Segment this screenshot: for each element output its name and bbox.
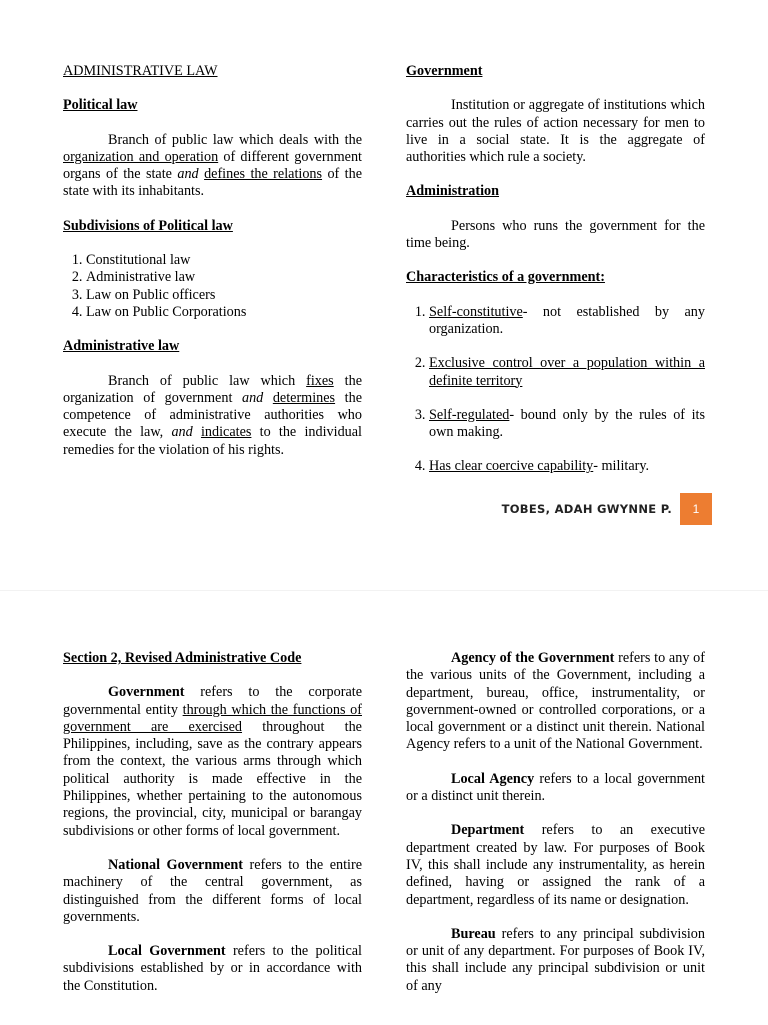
subdivision-item: 2. Administrative law: [86, 269, 362, 286]
page-number-badge: 1: [680, 493, 712, 525]
characteristic-item: 3. Self-regulated- bound only by the rules of its own making.: [429, 407, 705, 442]
characteristics-heading: Characteristics of a government:: [406, 269, 605, 286]
section-heading: Section 2, Revised Administrative Code: [63, 650, 302, 666]
characteristics-list: [406, 304, 705, 476]
page2-right-column: [406, 650, 705, 1012]
administrative-law-heading: Administrative law: [63, 338, 180, 355]
national-government-definition: National Government refers to the entire machinery of the central government, as distinguished from the different forms of local governments.: [63, 856, 362, 925]
administration-definition: Persons who runs the government for the time being.: [406, 217, 705, 252]
political-law-heading: Political law: [63, 97, 138, 114]
page-footer: [0, 493, 768, 525]
page1-right-column: [406, 63, 705, 493]
government-definition: Institution or aggregate of institutions which carries out the rules of action necessary for men to live in a social state. It is the aggregate of authorities which rule a society.: [406, 97, 705, 166]
administrative-law-definition: Branch of public law which fixes the organization of government and determines the competence of administrative authorities who execute the law, and indicates to the individual remedies for the violation of his rights.: [63, 372, 362, 458]
bureau-definition: Bureau refers to any principal subdivision or unit of any department. For purposes of Book IV, this shall include any principal subdivision or unit of any: [406, 925, 705, 994]
page1-left-column: [63, 63, 362, 476]
characteristic-item: 1. Self-constitutive- not established by any organization.: [429, 304, 705, 339]
department-definition: Department refers to an executive department created by law. For purposes of Book IV, this shall include any instrumentality, as herein defined, having or assigned the rank of a department, regardless of its name or designation.: [406, 822, 705, 908]
government-heading: Government: [406, 63, 483, 79]
local-agency-definition: Local Agency refers to a local government or a distinct unit therein.: [406, 770, 705, 805]
page2-left-column: [63, 650, 362, 1012]
subdivisions-heading: Subdivisions of Political law: [63, 217, 233, 234]
document-title: ADMINISTRATIVE LAW: [63, 63, 218, 79]
agency-definition: Agency of the Government refers to any of the various units of the Government, including a department, bureau, office, instrumentality, or government-owned or controlled corporations, or a local government or a distinct unit therein. National Agency refers to a unit of the National Government.: [406, 650, 705, 753]
government-definition: Government refers to the corporate governmental entity through which the functions of government are exercised throughout the Philippines, including, save as the contrary appears from the context, the various arms through which political authority is made effective in the Philippines, whether pertaining to the autonomous regions, the provincial, city, municipal or barangay subdivisions or other forms of local government.: [63, 684, 362, 839]
characteristic-item: 4. Has clear coercive capability- military.: [429, 458, 705, 475]
political-law-definition: Branch of public law which deals with the organization and operation of different government organs of the state and defines the relations of the state with its inhabitants.: [63, 131, 363, 200]
subdivision-item: 3. Law on Public officers: [86, 287, 362, 304]
characteristic-item: 2. Exclusive control over a population within a definite territory: [429, 355, 705, 390]
local-government-definition: Local Government refers to the political subdivisions established by or in accordance with the Constitution.: [63, 943, 363, 994]
page-2: [0, 590, 768, 1025]
subdivision-item: 1. Constitutional law: [86, 252, 362, 269]
subdivisions-list: [63, 252, 362, 321]
subdivision-item: 4. Law on Public Corporations: [86, 304, 362, 321]
author-name: TOBES, ADAH GWYNNE P.: [501, 502, 672, 516]
administration-heading: Administration: [406, 183, 500, 200]
